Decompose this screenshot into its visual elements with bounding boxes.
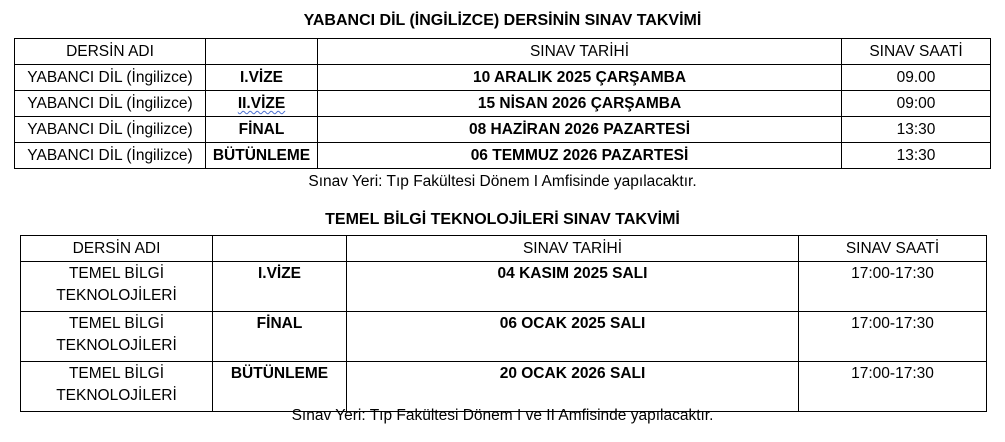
exam-type-cell: I.VİZE <box>213 262 347 312</box>
spellcheck-underlined-text: II.VİZE <box>237 95 286 112</box>
exam-time-cell: 17:00-17:30 <box>799 262 987 312</box>
exam2-table <box>20 235 987 412</box>
exam2-header-date: SINAV TARİHİ <box>347 236 799 262</box>
exam1-header-time: SINAV SAATİ <box>842 39 991 65</box>
table-row <box>15 91 991 117</box>
exam-time-cell: 09.00 <box>842 65 991 91</box>
exam2-header-row <box>21 236 987 262</box>
exam1-header-course: DERSİN ADI <box>15 39 206 65</box>
exam2-header-type <box>213 236 347 262</box>
exam-time-cell: 17:00-17:30 <box>799 362 987 412</box>
exam-time-cell: 09:00 <box>842 91 991 117</box>
exam2-header-time: SINAV SAATİ <box>799 236 987 262</box>
table-row <box>15 143 991 169</box>
exam-course-cell: YABANCI DİL (İngilizce) <box>15 117 206 143</box>
exam2-header-course: DERSİN ADI <box>21 236 213 262</box>
exam1-title: YABANCI DİL (İNGİLİZCE) DERSİNİN SINAV TAKVİMİ <box>303 12 702 29</box>
exam-course-cell: YABANCI DİL (İngilizce) <box>15 65 206 91</box>
exam-date-cell: 04 KASIM 2025 SALI <box>347 262 799 312</box>
exam-date-cell: 20 OCAK 2026 SALI <box>347 362 799 412</box>
exam-course-cell: YABANCI DİL (İngilizce) <box>15 91 206 117</box>
exam2-title: TEMEL BİLGİ TEKNOLOJİLERİ SINAV TAKVİMİ <box>325 211 680 228</box>
exam-type-cell: FİNAL <box>213 312 347 362</box>
exam-type-cell: BÜTÜNLEME <box>206 143 318 169</box>
exam2-location-note: Sınav Yeri: Tıp Fakültesi Dönem I ve II Amfisinde yapılacaktır. <box>291 407 714 424</box>
exam-course-cell: YABANCI DİL (İngilizce) <box>15 143 206 169</box>
table-row <box>21 262 987 312</box>
exam-type-cell: FİNAL <box>206 117 318 143</box>
table-row <box>15 65 991 91</box>
exam-date-cell: 06 OCAK 2025 SALI <box>347 312 799 362</box>
exam-course-cell: TEMEL BİLGİ TEKNOLOJİLERİ <box>21 262 213 312</box>
exam-date-cell: 15 NİSAN 2026 ÇARŞAMBA <box>318 91 842 117</box>
table-row <box>15 117 991 143</box>
exam1-table <box>14 38 991 169</box>
exam1-header-row <box>15 39 991 65</box>
exam-time-cell: 17:00-17:30 <box>799 312 987 362</box>
table-row <box>21 312 987 362</box>
exam-date-cell: 10 ARALIK 2025 ÇARŞAMBA <box>318 65 842 91</box>
exam-course-cell: TEMEL BİLGİ TEKNOLOJİLERİ <box>21 362 213 412</box>
table-row <box>21 362 987 412</box>
exam-time-cell: 13:30 <box>842 117 991 143</box>
exam-type-cell <box>206 91 318 117</box>
exam-type-cell: BÜTÜNLEME <box>213 362 347 412</box>
exam1-header-date: SINAV TARİHİ <box>318 39 842 65</box>
exam-date-cell: 08 HAZİRAN 2026 PAZARTESİ <box>318 117 842 143</box>
exam1-header-type <box>206 39 318 65</box>
exam1-location-note: Sınav Yeri: Tıp Fakültesi Dönem I Amfisinde yapılacaktır. <box>308 173 697 190</box>
exam-course-cell: TEMEL BİLGİ TEKNOLOJİLERİ <box>21 312 213 362</box>
exam-time-cell: 13:30 <box>842 143 991 169</box>
exam-date-cell: 06 TEMMUZ 2026 PAZARTESİ <box>318 143 842 169</box>
exam-type-cell: I.VİZE <box>206 65 318 91</box>
